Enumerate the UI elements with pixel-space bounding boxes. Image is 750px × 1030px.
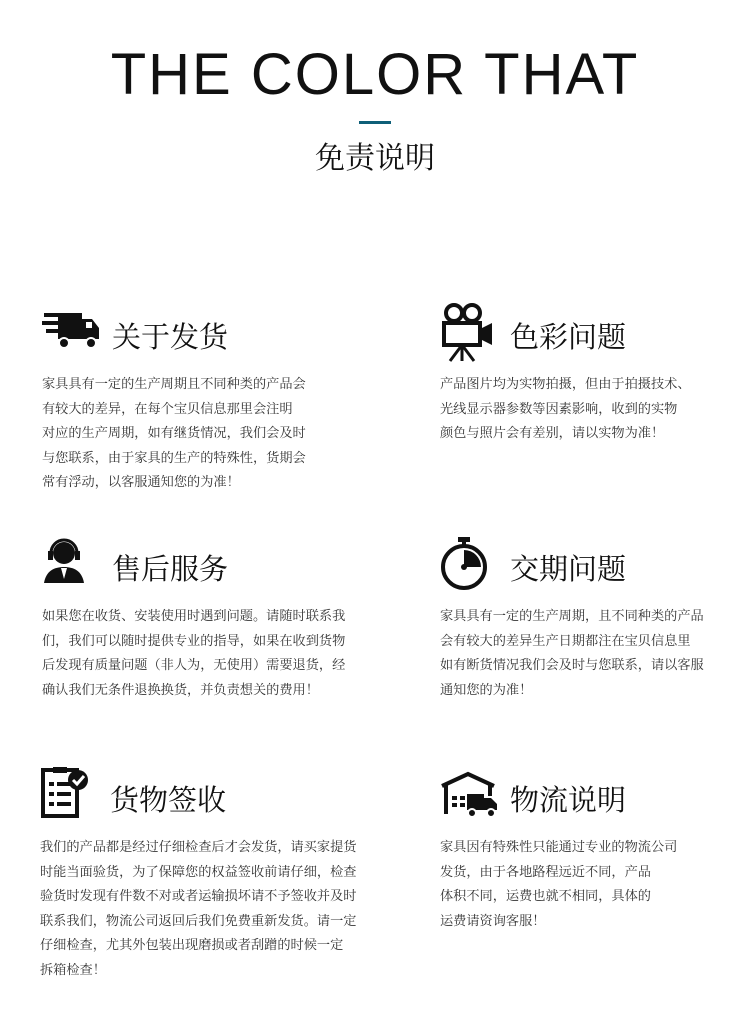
stopwatch-icon [440, 535, 500, 597]
section-body [440, 605, 740, 703]
body-line: 会有较大的差异生产日期都注在宝贝信息里 [440, 633, 691, 649]
movie-camera-icon [440, 303, 500, 365]
body-line: 确认我们无条件退换换货，并负责想关的费用！ [42, 682, 319, 698]
body-line: 对应的生产周期，如有继货情况，我们会及时 [42, 426, 306, 441]
section-shipping [42, 303, 372, 496]
page-title: THE COLOR THAT [110, 42, 640, 107]
body-line: 产品图片均为实物拍摄，但由于拍摄技术、 [440, 377, 691, 392]
body-line: 常有浮动，以客服通知您的为准！ [42, 475, 240, 490]
section-body [42, 605, 372, 703]
section-title: 色彩问题 [510, 320, 627, 354]
page-subtitle: 免责说明 [315, 141, 435, 176]
body-line: 仔细检查，尤其外包装出现磨损或者刮蹭的时候一定 [40, 938, 344, 953]
section-body [440, 836, 740, 934]
body-line: 我们的产品都是经过仔细检查后才会发货，请买家提货 [40, 840, 357, 855]
body-line: 们，我们可以随时提供专业的指导，如果在收到货物 [42, 633, 346, 649]
body-line: 与您联系，由于家具的生产的特殊性，货期会 [42, 450, 306, 466]
body-line: 拆箱检查！ [40, 962, 106, 978]
body-line: 光线显示器参数等因素影响，收到的实物 [440, 401, 678, 417]
section-after-sales [42, 535, 372, 703]
body-line: 运费请资询客服！ [440, 913, 546, 929]
body-line: 如果您在收货、安装使用时遇到问题。请随时联系我 [42, 609, 346, 624]
body-line: 家具具有一定的生产周期，且不同种类的产品 [440, 609, 704, 624]
section-color [440, 303, 740, 447]
section-title: 交期问题 [510, 552, 627, 586]
warehouse-truck-icon [440, 766, 500, 828]
section-title: 货物签收 [110, 783, 227, 817]
section-lead-time [440, 535, 740, 703]
body-line: 家具因有特殊性只能通过专业的物流公司 [440, 840, 678, 855]
body-line: 通知您的为准！ [440, 682, 533, 698]
body-line: 颜色与照片会有差别，请以实物为准！ [440, 426, 665, 441]
body-line: 如有断货情况我们会及时与您联系，请以客服 [440, 658, 704, 673]
body-line: 后发现有质量问题（非人为，无使用）需要退货，经 [42, 658, 346, 673]
section-title: 关于发货 [112, 320, 229, 354]
body-line: 有较大的差异，在每个宝贝信息那里会注明 [42, 401, 293, 417]
body-line: 时能当面验货，为了保障您的权益签收前请仔细，检查 [40, 864, 357, 880]
checklist-icon [40, 766, 100, 828]
customer-service-agent-icon [42, 535, 102, 597]
body-line: 家具具有一定的生产周期且不同种类的产品会 [42, 377, 306, 392]
body-line: 发货，由于各地路程远近不同，产品 [440, 864, 651, 880]
title-accent-bar [359, 121, 391, 124]
section-body [40, 836, 405, 983]
section-logistics [440, 766, 740, 934]
body-line: 验货时发现有件数不对或者运输损坏请不予签收并及时 [40, 889, 357, 904]
section-title: 售后服务 [112, 552, 229, 586]
section-receiving [40, 766, 405, 983]
body-line: 联系我们，物流公司返回后我们免费重新发货。请一定 [40, 913, 357, 929]
section-body [42, 373, 372, 496]
section-title: 物流说明 [510, 783, 627, 817]
body-line: 体积不同，运费也就不相同，具体的 [440, 889, 651, 904]
section-body [440, 373, 740, 447]
delivery-truck-icon [42, 303, 102, 365]
